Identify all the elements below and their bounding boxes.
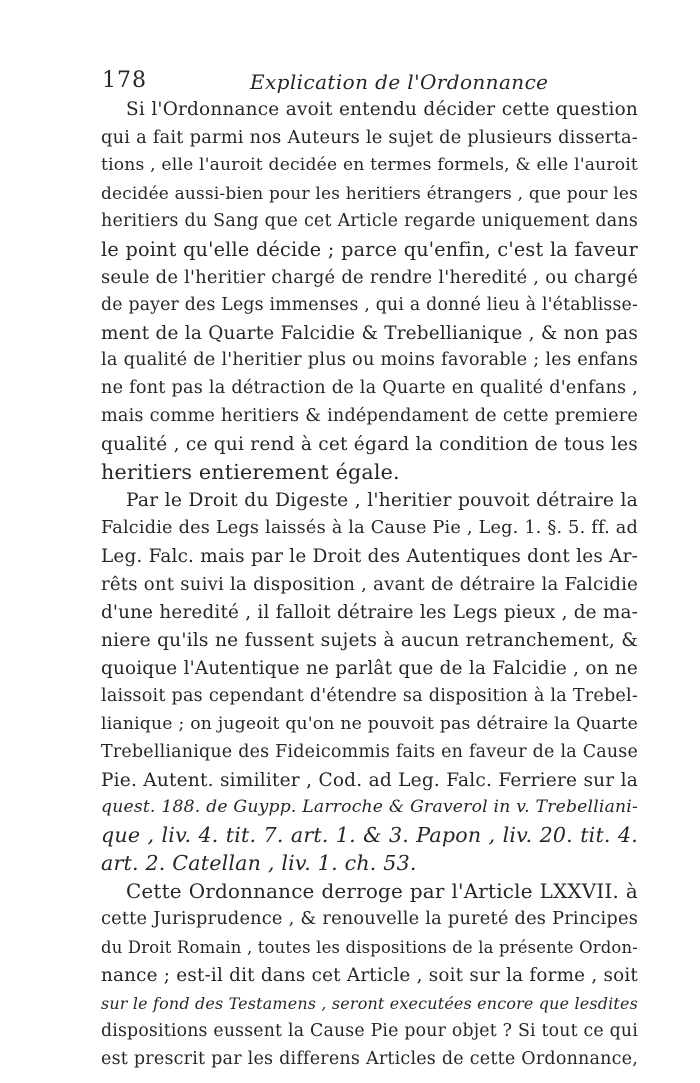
text-line: qui a fait parmi nos Auteurs le sujet de plusieurs disserta-	[101, 126, 638, 148]
text-line: qualité , ce qui rend à cet égard la condition de tous les	[101, 434, 638, 456]
text-line: nance ; est-il dit dans cet Article , soit sur la forme , soit	[101, 965, 638, 987]
text-line: ne font pas la détraction de la Quarte en qualité d'enfans ,	[101, 378, 638, 399]
text-line: cette Jurisprudence , & renouvelle la pureté des Principes	[101, 909, 638, 930]
text-line: heritiers du Sang que cet Article regarde uniquement dans	[101, 210, 638, 231]
citation-line: sur le fond des Testamens , seront executées encore que lesdites	[101, 994, 638, 1013]
paragraph-3	[101, 878, 638, 1074]
text-line: de payer des Legs immenses , qui a donné lieu à l'établisse-	[101, 294, 638, 315]
text-line: rêts ont suivi la disposition , avant de détraire la Falcidie	[101, 573, 638, 595]
page-number: 178	[102, 68, 147, 93]
text-line: laissoit pas cependant d'étendre sa disposition à la Trebel-	[101, 685, 638, 706]
body-text	[101, 96, 638, 1074]
text-line: heritiers entierement égale.	[101, 460, 400, 485]
running-title: Explication de l'Ordonnance	[250, 70, 549, 94]
text-line: du Droit Romain , toutes les dispositions de la présente Ordon-	[101, 938, 638, 958]
text-line: d'une heredité , il falloit détraire les Legs pieux , de ma-	[101, 601, 638, 623]
text-line: la qualité de l'heritier plus ou moins favorable ; les enfans	[101, 350, 638, 371]
citation-line: que , liv. 4. tit. 7. art. 1. & 3. Papon , liv. 20. tit. 4.	[101, 823, 638, 848]
text-line: Pie. Autent. similiter , Cod. ad Leg. Falc. Ferriere sur la	[101, 769, 638, 791]
citation-line: art. 2. Catellan , liv. 1. ch. 53.	[101, 851, 417, 876]
text-line: tions , elle l'auroit decidée en termes formels, & elle l'auroit	[101, 154, 638, 175]
text-line: seule de l'heritier chargé de rendre l'heredité , ou chargé	[101, 266, 638, 288]
text-line: Par le Droit du Digeste , l'heritier pouvoit détraire la	[126, 490, 638, 512]
text-line: mais comme heritiers & indépendament de cette premiere	[101, 406, 638, 427]
paragraph-1	[101, 96, 638, 487]
text-line: dispositions eussent la Cause Pie pour objet ? Si tout ce qui	[101, 1020, 638, 1041]
citation-line: quest. 188. de Guypp. Larroche & Graverol in v. Trebelliani-	[101, 797, 638, 818]
text-line: decidée aussi-bien pour les heritiers étrangers , que pour les	[101, 182, 638, 203]
text-line: Si l'Ordonnance avoit entendu décider cette question	[126, 99, 638, 120]
text-line: ment de la Quarte Falcidie & Trebellianique , & non pas	[101, 322, 638, 344]
page-header	[100, 68, 630, 98]
text-line: le point qu'elle décide ; parce qu'enfin, c'est la faveur	[101, 237, 638, 261]
text-line: Leg. Falc. mais par le Droit des Autentiques dont les Ar-	[101, 546, 638, 567]
text-line: Falcidie des Legs laissés à la Cause Pie , Leg. 1. §. 5. ff. ad	[101, 518, 638, 539]
text-line: Cette Ordonnance derroge par l'Article LXXVII. à	[126, 880, 638, 904]
text-line: lianique ; on jugeoit qu'on ne pouvoit pas détraire la Quarte	[101, 713, 638, 734]
text-line: Trebellianique des Fideicommis faits en faveur de la Cause	[101, 741, 638, 762]
paragraph-2	[101, 487, 638, 878]
text-line: est prescrit par les differens Articles de cette Ordonnance,	[101, 1048, 638, 1069]
text-line: niere qu'ils ne fussent sujets à aucun retranchement, &	[101, 629, 638, 651]
text-line: quoique l'Autentique ne parlât que de la Falcidie , on ne	[101, 657, 638, 679]
